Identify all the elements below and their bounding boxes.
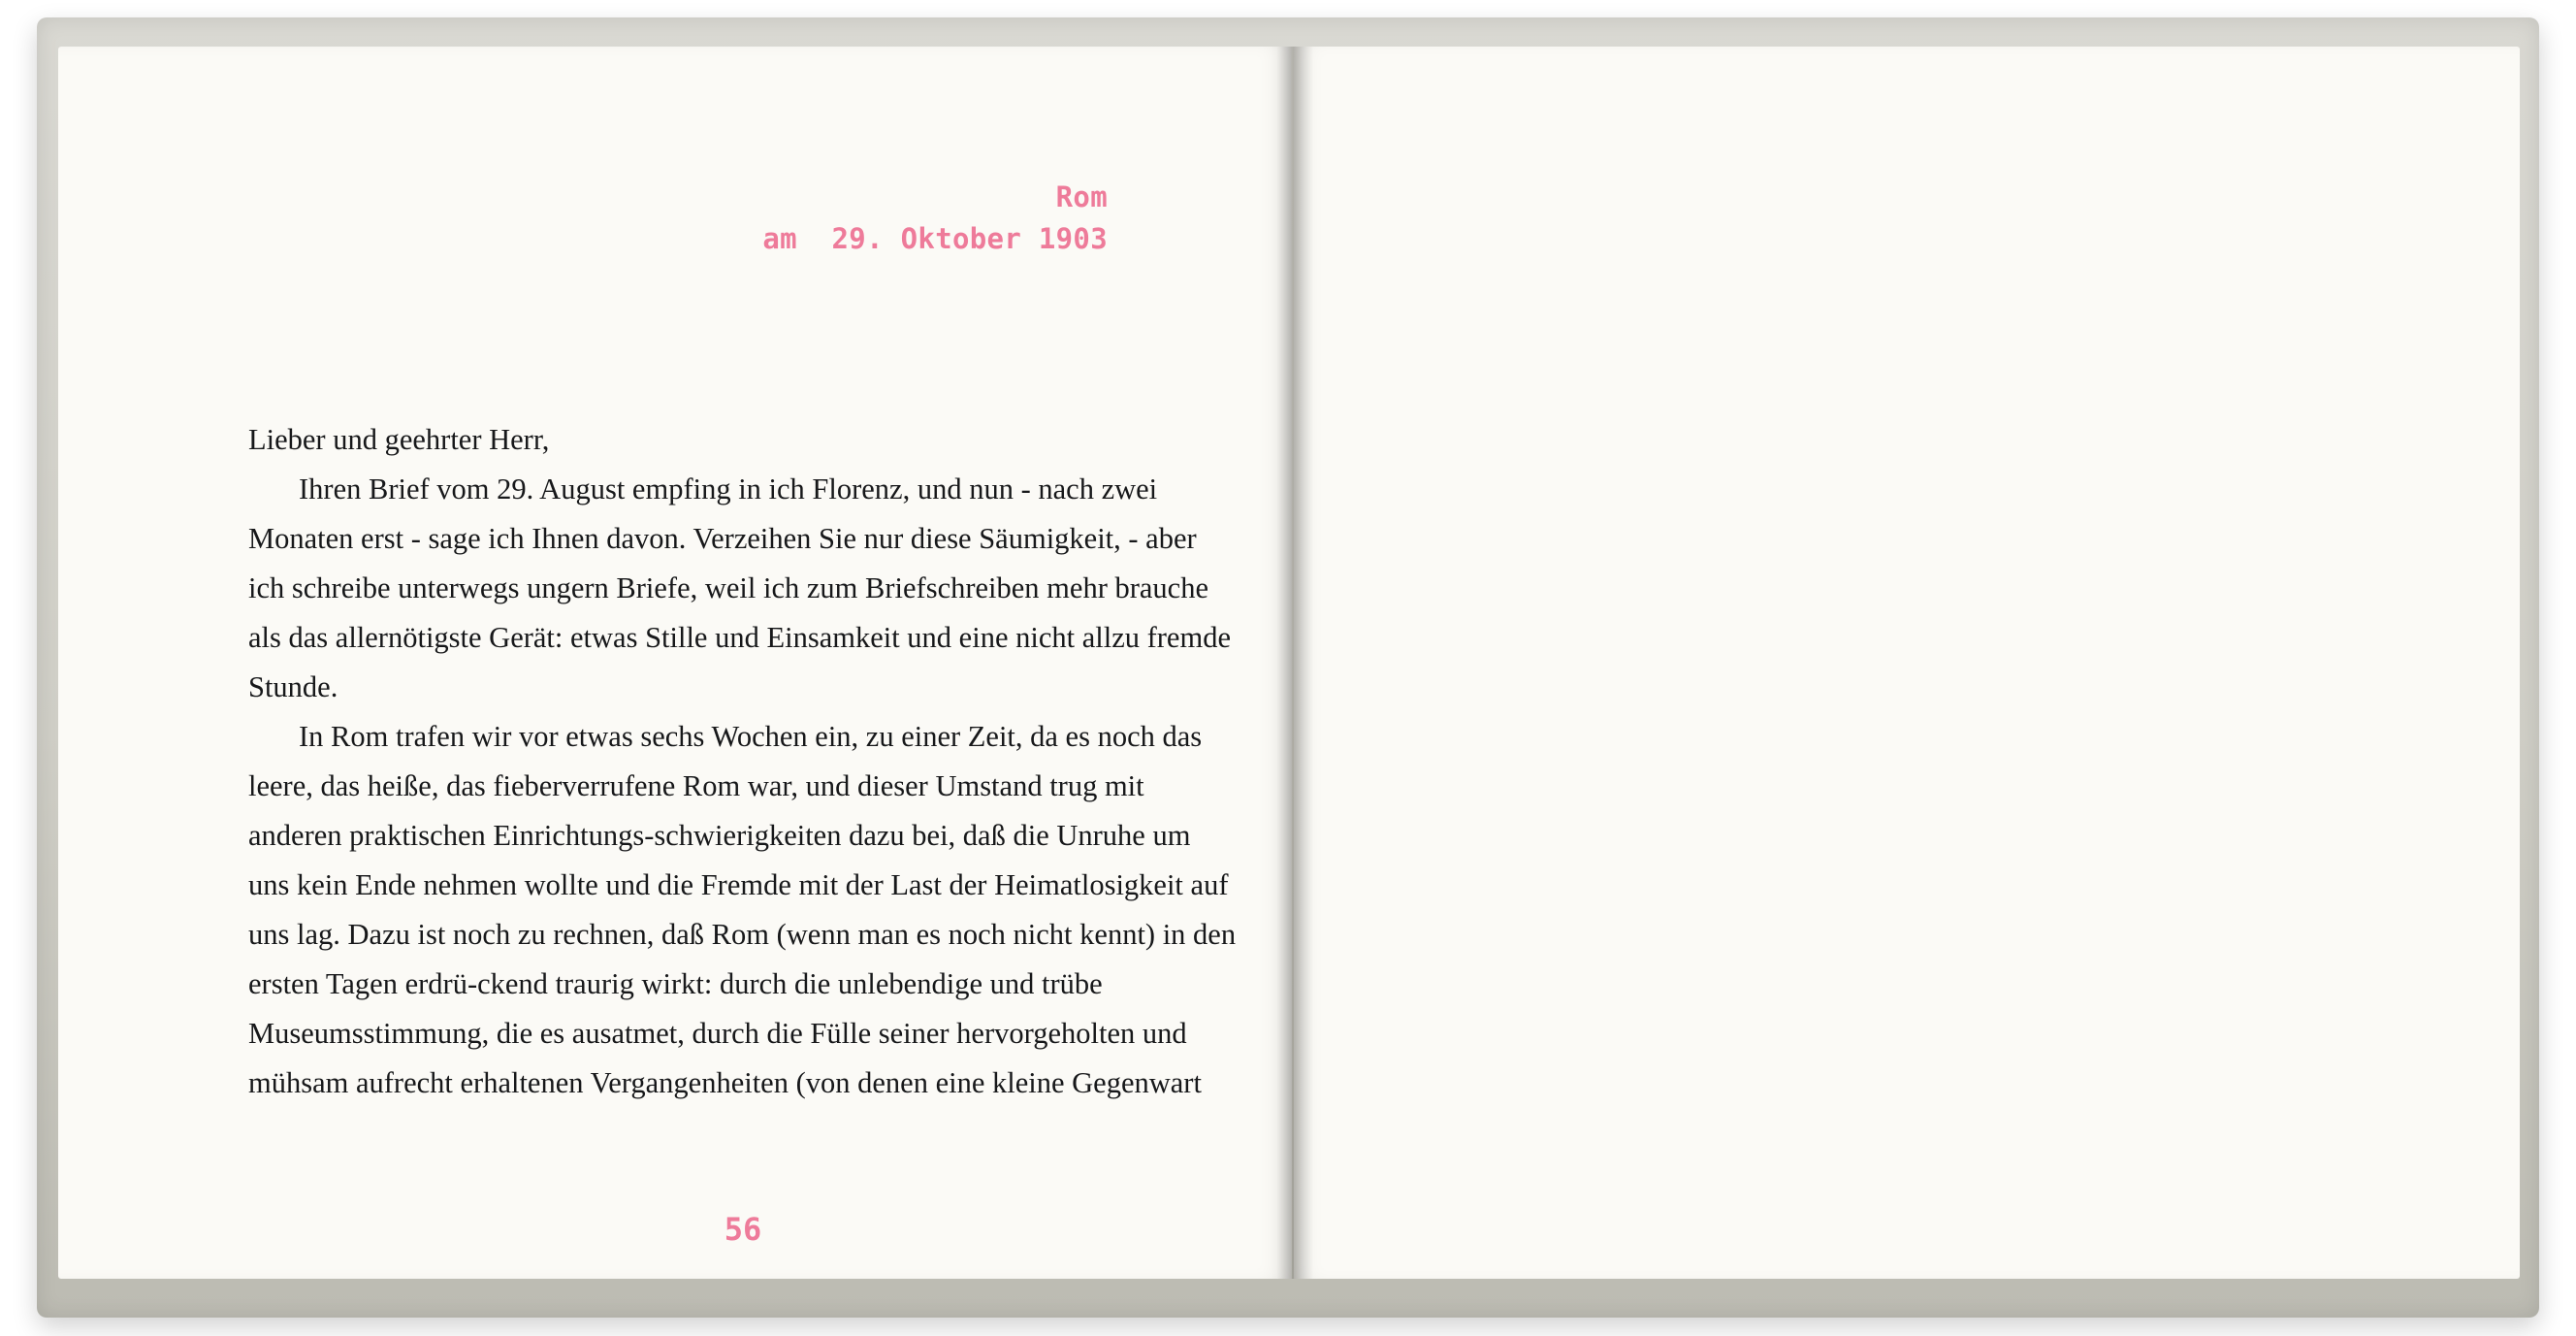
letter-salutation: Lieber und geehrter Herr, <box>248 423 550 456</box>
letter-paragraph-2: In Rom trafen wir vor etwas sechs Wochen ein, zu einer Zeit, da es noch das leere, das heiße, das fieberverrufene Rom war, und dieser Umstand trug mit anderen praktischen Einrichtungs-schwierigkeiten dazu bei, daß die Unruhe um uns kein Ende nehmen wollte und die Fremde mit der Last der Heimatlosigkeit auf uns lag. Dazu ist noch zu rechnen, daß Rom (wenn man es noch nicht kennt) in den ersten Tagen erdrü-ckend traurig wirkt: durch die unlebendige und trübe Museumsstimmung, die es ausatmet, durch die Fülle seiner hervorgeholten und mühsam aufrecht erhaltenen Vergangenheiten (von denen eine kleine Gegenwart <box>248 720 1237 1099</box>
right-page <box>1294 47 2520 1279</box>
dateline <box>762 178 1108 261</box>
letter-paragraph-1: Ihren Brief vom 29. August empfing in ich Florenz, und nun - nach zwei Monaten erst - sage ich Ihnen davon. Verzeihen Sie nur diese Säumigkeit, - aber ich schreibe unterwegs ungern Briefe, weil ich zum Briefschreiben mehr brauche als das allernötigste Gerät: etwas Stille und Einsamkeit und eine nicht allzu fremde Stunde. <box>248 472 1231 703</box>
dateline-date: am 29. Oktober 1903 <box>762 222 1108 255</box>
letter-body <box>248 415 1238 1108</box>
dateline-city: Rom <box>1055 180 1108 213</box>
left-page <box>58 47 1292 1279</box>
page-number: 56 <box>724 1211 762 1248</box>
